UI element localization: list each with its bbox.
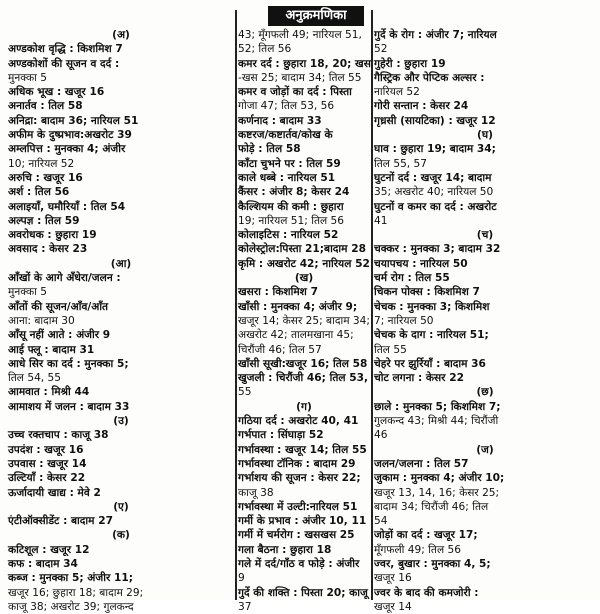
index-entry-line: गैस्ट्रिक और पेप्टिक अल्सर :: [374, 71, 485, 84]
index-entry-line: एंटीऑक्सीडेंट : बादाम 27: [8, 515, 113, 528]
index-entry-line: 7; नारियल 50: [374, 314, 434, 327]
index-entry-line: आँसू नहीं आते : अंजीर 9: [8, 329, 111, 342]
index-entry-line: गर्मी के प्रभाव : अंजीर 10, 11: [238, 515, 367, 528]
index-entry-line: अखरोट 42; तालमखाना 45;: [238, 329, 354, 342]
index-entry-line: काजू 38: [238, 486, 274, 499]
index-entry-line: गठिया दर्द : अखरोट 40, 41: [238, 415, 359, 428]
index-entry-line: 54: [374, 515, 388, 528]
column-divider-left: [235, 10, 237, 600]
index-entry-line: तिल 54, 55: [8, 372, 62, 385]
index-entry-line: गर्भावस्था : खजूर 14; तिल 55: [238, 443, 367, 456]
index-entry-line: 35; अखरोट 40; नारियल 50: [374, 186, 494, 199]
index-entry-line: गर्भाशय की सूजन : केसर 22;: [238, 472, 361, 485]
index-entry-line: अवरोधक : छुहारा 19: [8, 229, 97, 242]
index-entry-line: 9: [238, 572, 245, 585]
section-letter-heading: (ज): [476, 443, 494, 456]
index-entry-line: आना: बादाम 30: [8, 314, 75, 327]
index-entry-line: अण्डकोशों की सूजन व दर्द :: [8, 57, 120, 70]
index-entry-line: गर्भपात : सिंघाड़ा 52: [238, 429, 324, 442]
index-entry-line: गुलकन्द 43; मिश्री 44; चिरौंजी: [374, 415, 499, 428]
index-entry-line: मुनक्का 5: [8, 71, 47, 84]
index-entry-line: ज्वर के बाद की कमजोरी :: [374, 586, 479, 599]
index-entry-line: नारियल 52: [374, 86, 420, 99]
index-entry-line: कफ : बादाम 34: [8, 557, 78, 570]
section-letter-heading: (उ): [113, 415, 129, 428]
section-letter-heading: (छ): [476, 386, 494, 399]
index-entry-line: कैंसर : अंजीर 8; केसर 24: [238, 186, 350, 199]
index-entry-line: अफीम के दुष्प्रभाव:अखरोट 39: [8, 129, 132, 142]
index-entry-line: 37: [238, 600, 252, 613]
index-entry-line: खजूर 14: [374, 600, 412, 613]
index-entry-line: खाँसी सूखी:खजूर 16; तिल 58: [238, 357, 368, 370]
index-entry-line: अर्श : तिल 56: [8, 186, 70, 199]
index-entry-line: 55: [238, 386, 252, 399]
index-entry-line: अम्लपित्त : मुनक्का 4; अंजीर: [8, 143, 126, 156]
section-letter-heading: (घ): [477, 129, 493, 142]
index-entry-line: गर्भावस्था टॉनिक : बादाम 29: [238, 457, 356, 470]
index-entry-line: कष्टरज/कष्टार्तव/कोख के: [238, 129, 333, 142]
index-entry-line: 41: [374, 214, 388, 227]
index-entry-line: कमर दर्द : छुहारा 18, 20; खस: [238, 57, 371, 70]
index-entry-line: -खस 25; बादाम 34; तिल 55: [238, 71, 362, 84]
index-entry-line: बादाम 34; चिरौंजी 46; तिल: [374, 500, 489, 513]
index-entry-line: कैल्शियम की कमी : छुहारा: [238, 200, 344, 213]
index-entry-line: आँखों के आगे अँधेरा/जलन :: [8, 272, 121, 285]
index-entry-line: उपवास : खजूर 14: [8, 457, 87, 470]
section-letter-heading: (ख): [294, 272, 314, 285]
index-entry-line: उच्च रक्तचाप : काजू 38: [8, 429, 109, 442]
index-entry-line: अनिद्रा: बादाम 36; नारियल 51: [8, 114, 139, 127]
index-entry-line: गुहेरी : छुहारा 19: [374, 57, 446, 70]
index-entry-line: फोड़े : तिल 58: [238, 143, 301, 156]
index-entry-line: अलाइयाँ, घमौरियाँ : तिल 54: [8, 200, 126, 213]
index-entry-line: गर्मी में चर्मरोग : खसखस 25: [238, 529, 355, 542]
index-entry-line: गुर्दे के रोग : अंजीर 7; नारियल: [374, 29, 497, 41]
index-entry-line: गुर्दे की शक्ति : पिस्ता 20; काजू: [238, 586, 368, 599]
index-entry-line: 19; नारियल 51; तिल 56: [238, 214, 345, 227]
index-entry-line: गर्भावस्था में उल्टी:नारियल 51: [238, 500, 358, 513]
index-entry-line: गला बैठना : छुहारा 18: [238, 543, 332, 556]
index-entry-line: खजूर 13, 14, 16; केसर 25;: [374, 486, 500, 499]
index-entry-line: ऊर्जादायी खाद्य : मेवे 2: [8, 486, 101, 499]
index-entry-line: 46: [374, 429, 388, 442]
index-entry-line: मूँगफली 49; तिल 56: [374, 543, 461, 556]
index-entry-line: काँटा चुभने पर : तिल 59: [238, 157, 341, 170]
index-entry-line: अरुचि : खजूर 16: [8, 171, 83, 184]
index-entry-line: खाँसी : मुनक्का 4; अंजीर 9;: [238, 300, 358, 313]
index-entry-line: जुकाम : मुनक्का 4; अंजीर 10;: [374, 472, 505, 485]
index-entry-line: 52; तिल 56: [238, 43, 292, 56]
index-entry-line: चयापचय : नारियल 50: [374, 257, 468, 270]
index-entry-line: खुजली : चिरौंजी 46; तिल 53,: [238, 372, 368, 385]
index-entry-line: गृध्रसी (सायटिका) : खजूर 12: [374, 114, 496, 127]
index-entry-line: घुटनों दर्द : खजूर 14; बादाम: [374, 171, 492, 184]
index-entry-line: ज्वर, बुखार : मुनक्का 4, 5;: [374, 557, 491, 570]
index-entry-line: खजूर 16; छुहारा 18; बादाम 29;: [8, 586, 144, 599]
index-entry-line: खजूर 14; केसर 25; बादाम 34;: [238, 314, 370, 327]
index-entry-line: चिरौंजी 46; तिल 57: [238, 343, 322, 356]
index-entry-line: 10; नारियल 52: [8, 157, 75, 170]
index-entry-line: आमाशय में जलन : बादाम 33: [8, 400, 130, 413]
index-entry-line: मुनक्का 5: [8, 286, 47, 299]
index-column-1: [8, 28, 234, 613]
index-entry-line: गोजा 47; तिल 53, 56: [238, 100, 335, 113]
index-entry-line: खसरा : किशमिश 7: [238, 286, 318, 299]
index-title: अनुक्रमणिका: [268, 6, 364, 26]
index-entry-line: घाव : छुहारा 19; बादाम 34;: [374, 143, 496, 156]
index-entry-line: गले में दर्द/गाँठ व फोड़े : अंजीर: [238, 557, 360, 570]
index-entry-line: 43; मूँगफली 49; नारियल 51,: [238, 29, 362, 41]
index-entry-line: चोट लगना : केसर 22: [374, 372, 464, 385]
section-letter-heading: (च): [476, 229, 494, 242]
index-entry-line: जलन/जलना : तिल 57: [374, 457, 469, 470]
index-entry-line: कर्णनाद : बादाम 33: [238, 114, 322, 127]
index-entry-line: चर्म रोग : तिल 55: [374, 272, 450, 285]
section-letter-heading: (अ): [112, 29, 130, 41]
column-divider-right: [371, 10, 373, 600]
index-entry-line: अण्डकोश वृद्धि : किशमिश 7: [8, 43, 123, 56]
index-column-3: [374, 28, 596, 613]
index-entry-line: अल्पज्ञ : तिल 59: [8, 214, 80, 227]
index-entry-line: आमवात : मिश्री 44: [8, 386, 90, 399]
index-entry-line: अवसाद : केसर 23: [8, 243, 88, 256]
index-entry-line: कब्ज : मुनक्का 5; अंजीर 11;: [8, 572, 133, 585]
index-entry-line: चक्कर : मुनक्का 3; बादाम 32: [374, 243, 501, 256]
index-entry-line: आई फ्लू : बादाम 31: [8, 343, 95, 356]
index-entry-line: आँतों की सूजन/आँव/आँत: [8, 300, 109, 313]
section-letter-heading: (क): [112, 529, 130, 542]
index-entry-line: अधिक भूख : खजूर 16: [8, 86, 105, 99]
index-entry-line: चेचक : मुनक्का 3; किशमिश: [374, 300, 490, 313]
index-entry-line: उपदंश : खजूर 16: [8, 443, 84, 456]
index-entry-line: जोड़ों का दर्द : खजूर 17;: [374, 529, 478, 542]
index-entry-line: गोरी सन्तान : केसर 24: [374, 100, 469, 113]
index-entry-line: खजूर 16: [374, 572, 412, 585]
index-entry-line: आधे सिर का दर्द : मुनक्का 5;: [8, 357, 129, 370]
index-entry-line: काजू 38; अखरोट 39; गुलकन्द: [8, 600, 134, 613]
section-letter-heading: (ए): [113, 500, 129, 513]
index-entry-line: कटिशूल : खजूर 12: [8, 543, 90, 556]
index-entry-line: काले धब्बे : नारियल 51: [238, 171, 336, 184]
index-entry-line: चेहरे पर झुर्रियाँ : बादाम 36: [374, 357, 486, 370]
index-entry-line: कृमि : अखरोट 42; नारियल 52: [238, 257, 370, 270]
index-entry-line: उल्टियाँ : केसर 22: [8, 472, 86, 485]
index-entry-line: तिल 55, 57: [374, 157, 428, 170]
index-entry-line: घुटनों व कमर का दर्द : अखरोट: [374, 200, 497, 213]
index-column-2: [238, 28, 371, 613]
section-letter-heading: (आ): [110, 257, 132, 270]
index-entry-line: कमर व जोड़ों का दर्द : पिस्ता: [238, 86, 352, 99]
index-entry-line: कोलेस्ट्रोल:पिस्ता 21;बादाम 28: [238, 243, 366, 256]
index-entry-line: कोलाइटिस : नारियल 52: [238, 229, 339, 242]
index-entry-line: 52: [374, 43, 388, 56]
index-entry-line: छाले : मुनक्का 5; किशमिश 7;: [374, 400, 501, 413]
index-entry-line: चिकन पोक्स : किशमिश 7: [374, 286, 480, 299]
index-entry-line: अनार्तव : तिल 58: [8, 100, 83, 113]
index-entry-line: तिल 55: [374, 343, 407, 356]
index-entry-line: चेचक के दाग : नारियल 51;: [374, 329, 489, 342]
section-letter-heading: (ग): [296, 400, 312, 413]
